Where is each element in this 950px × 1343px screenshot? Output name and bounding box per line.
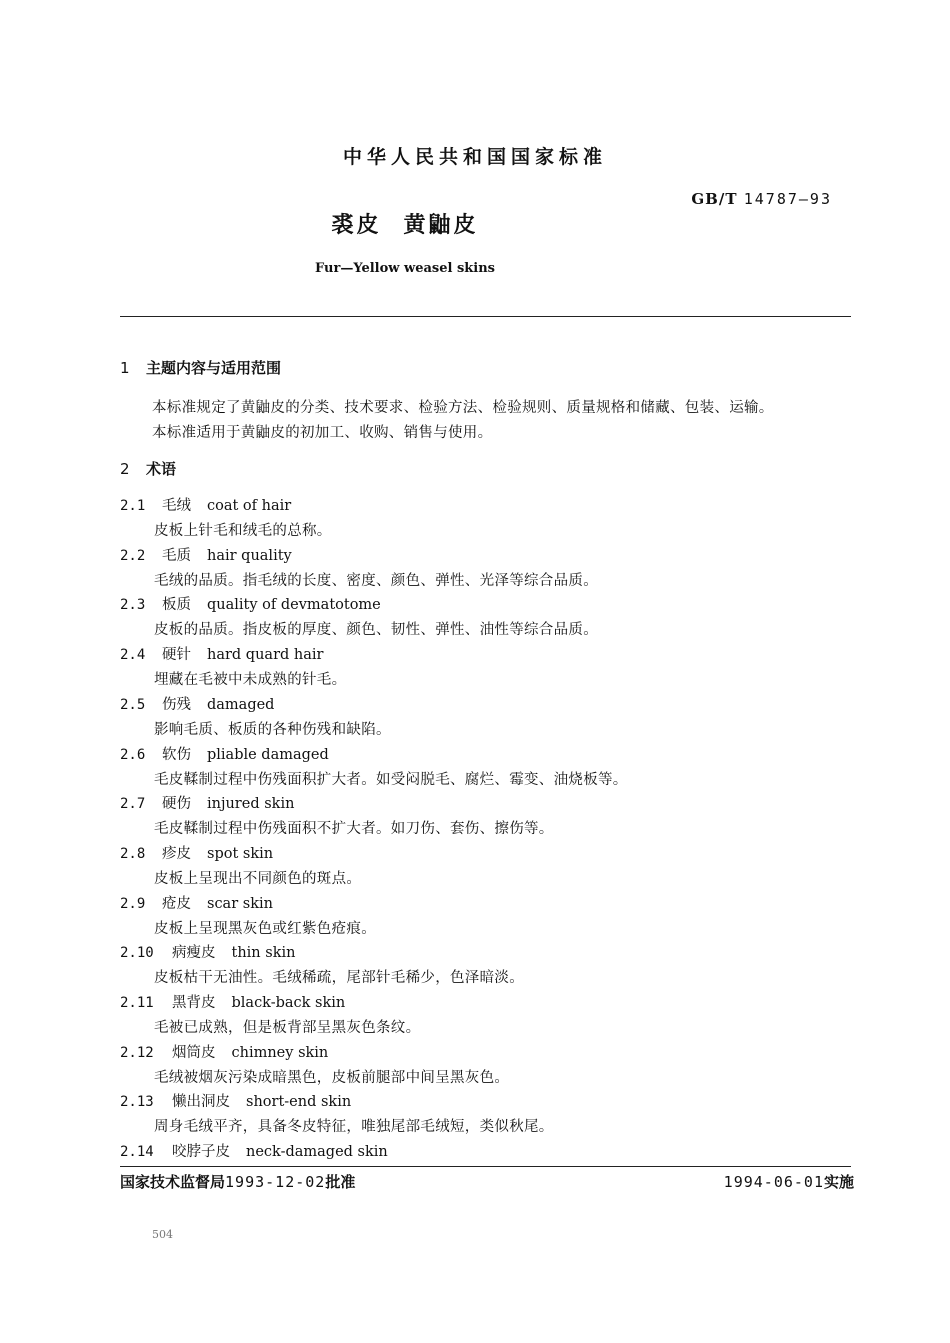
term-heading [120,1140,388,1161]
term-chinese: 硬针 [162,647,191,664]
section-1-title: 主题内容与适用范围 [146,359,282,377]
term-chinese: 黑背皮 [172,995,216,1011]
term-heading [120,842,273,863]
term-number: 2.3 [120,597,146,614]
term-english: thin skin [231,945,296,962]
term-number: 2.10 [120,945,154,962]
term-definition: 毛皮鞣制过程中伤残面积扩大者。如受闷脱毛、腐烂、霉变、油烧板等。 [154,771,628,788]
term-definition: 埋藏在毛被中未成熟的针毛。 [154,672,347,689]
term-number: 2.7 [120,796,146,813]
term-chinese: 软伤 [162,746,191,763]
document-title-part2: 黄鼬皮 [403,213,479,238]
term-heading [120,494,291,515]
term-heading [120,1041,328,1062]
term-english: coat of hair [207,498,292,514]
term-heading [120,1090,351,1111]
term-chinese: 懒出洞皮 [172,1094,230,1111]
term-chinese: 毛绒 [162,498,191,514]
term-definition: 皮板上呈现出不同颜色的斑点。 [154,870,362,887]
term-chinese: 烟筒皮 [172,1044,216,1061]
term-chinese: 硬伤 [162,796,191,813]
term-english: neck-damaged skin [246,1144,388,1161]
footer-effective [724,1171,854,1192]
issuer: 国家技术监督局 [120,1173,226,1191]
term-number: 2.4 [120,647,146,664]
effective-date: 1994-06-01 [723,1173,824,1191]
term-definition: 皮板上针毛和绒毛的总称。 [154,523,332,539]
term-heading [120,643,323,664]
approve-date: 1993-12-02 [225,1173,326,1191]
term-heading [120,593,381,614]
standard-code-number: 14787—93 [743,190,832,208]
term-chinese: 病瘦皮 [172,945,216,962]
section-1-number: 1 [120,359,130,377]
english-title: Fur—Yellow weasel skins [315,261,495,276]
term-english: spot skin [207,845,274,862]
term-english: hard quard hair [207,647,324,664]
term-number: 2.12 [120,1044,154,1061]
term-chinese: 疮皮 [162,895,191,912]
term-number: 2.8 [120,845,146,862]
term-heading [120,544,292,565]
term-english: scar skin [207,895,273,912]
term-english: damaged [207,696,275,713]
section-1-paragraph: 本标准规定了黄鼬皮的分类、技术要求、检验方法、检验规则、质量规格和储藏、包装、运输。 [152,400,774,416]
term-heading [120,941,295,962]
term-english: short-end skin [246,1094,352,1111]
term-definition: 皮板枯干无油性。毛绒稀疏，尾部针毛稀少，色泽暗淡。 [154,970,524,987]
term-heading [120,792,294,813]
term-number: 2.1 [120,498,146,514]
section-2-heading [120,458,176,479]
term-definition: 皮板的品质。指皮板的厚度、颜色、韧性、弹性、油性等综合品质。 [154,622,598,639]
term-definition: 毛皮鞣制过程中伤残面积不扩大者。如刀伤、套伤、擦伤等。 [154,821,554,838]
section-2-number: 2 [120,460,130,478]
term-definition: 周身毛绒平齐，具备冬皮特征，唯独尾部毛绒短，类似秋尾。 [154,1119,554,1136]
bottom-rule [120,1166,851,1167]
document-title-part1: 裘皮 [331,213,382,238]
term-chinese: 伤残 [162,696,191,713]
term-heading [120,693,274,714]
effective-label: 实施 [823,1173,854,1191]
term-chinese: 咬脖子皮 [172,1144,230,1161]
term-english: hair quality [207,547,292,564]
term-number: 2.9 [120,895,146,912]
term-number: 2.6 [120,746,146,763]
term-number: 2.2 [120,547,146,564]
term-heading [120,991,345,1012]
section-1-heading [120,357,281,378]
section-1-paragraph: 本标准适用于黄鼬皮的初加工、收购、销售与使用。 [152,425,493,441]
term-english: injured skin [207,796,295,813]
standard-code [691,190,832,208]
term-heading [120,743,329,764]
approve-label: 批准 [325,1173,356,1191]
term-definition: 影响毛质、板质的各种伤残和缺陷。 [154,721,391,738]
section-2-title: 术语 [146,460,177,478]
standard-code-prefix: GB/T [691,190,738,208]
term-definition: 毛被已成熟，但是板背部呈黑灰色条纹。 [154,1020,421,1036]
term-heading [120,892,273,913]
term-english: pliable damaged [207,746,329,763]
standard-title: 中华人民共和国国家标准 [342,146,607,168]
term-english: chimney skin [231,1044,329,1061]
term-definition: 毛绒被烟灰污染成暗黑色，皮板前腿部中间呈黑灰色。 [154,1069,510,1086]
term-chinese: 板质 [162,597,191,614]
term-chinese: 疹皮 [162,845,191,862]
term-number: 2.5 [120,696,146,713]
term-english: quality of devmatotome [207,597,381,614]
term-definition: 皮板上呈现黑灰色或红紫色疮痕。 [154,920,376,937]
page-number: 504 [152,1228,173,1241]
term-english: black-back skin [231,995,346,1011]
document-title [0,208,810,239]
term-definition: 毛绒的品质。指毛绒的长度、密度、颜色、弹性、光泽等综合品质。 [154,572,598,589]
top-rule [120,316,851,317]
term-chinese: 毛质 [162,547,191,564]
term-number: 2.11 [120,995,154,1011]
term-number: 2.14 [120,1144,154,1161]
term-number: 2.13 [120,1094,154,1111]
footer-approval [120,1171,355,1192]
